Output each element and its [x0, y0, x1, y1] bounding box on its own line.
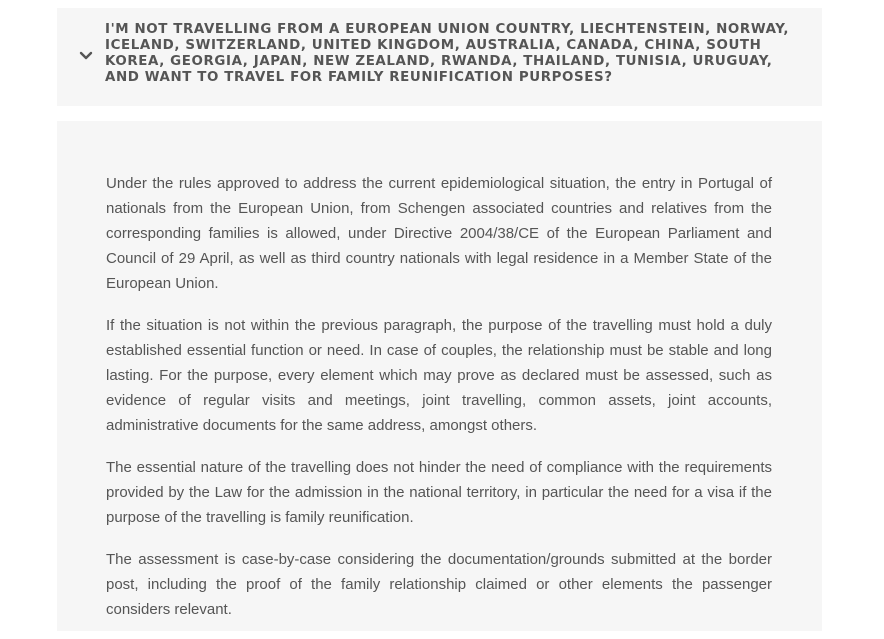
answer-paragraph: If the situation is not within the previous paragraph, the purpose of the travelling must hold a duly established essential function or need. In case of couples, the relationship must be stable and long lasting. For the purpose, every element which may prove as declared must be assessed, such as evidence of regular visits and meetings, joint travelling, common assets, joint accounts, administrative documents for the same address, amongst others. — [106, 317, 772, 434]
accordion-panel — [57, 121, 822, 631]
accordion-header[interactable] — [57, 8, 822, 106]
accordion-question[interactable]: I'M NOT TRAVELLING FROM A EUROPEAN UNION COUNTRY, LIECHTENSTEIN, NORWAY, ICELAND, SWITZERLAND, UNITED KINGDOM, AUSTRALIA, CANADA, CHINA, SOUTH KOREA, GEORGIA, JAPAN, NEW ZEALAND, RWANDA, THAILAND, TUNISIA, URUGUAY, AND WANT TO TRAVEL FOR FAMILY REUNIFICATION PURPOSES? — [105, 22, 790, 85]
chevron-down-icon[interactable] — [79, 49, 93, 63]
answer-paragraph: Under the rules approved to address the current epidemiological situation, the entry in Portugal of nationals from the European Union, from Schengen associated countries and relatives from the corresponding families is allowed, under Directive 2004/38/CE of the European Parliament and Council of 29 April, as well as third country nationals with legal residence in a Member State of the European Union. — [106, 175, 772, 292]
answer-text — [106, 171, 772, 639]
answer-paragraph: The assessment is case-by-case considering the documentation/grounds submitted at the border post, including the proof of the family relationship claimed or other elements the passenger considers relevant. — [106, 551, 772, 618]
answer-paragraph: The essential nature of the travelling does not hinder the need of compliance with the requirements provided by the Law for the admission in the national territory, in particular the need for a visa if the purpose of the travelling is family reunification. — [106, 459, 772, 526]
